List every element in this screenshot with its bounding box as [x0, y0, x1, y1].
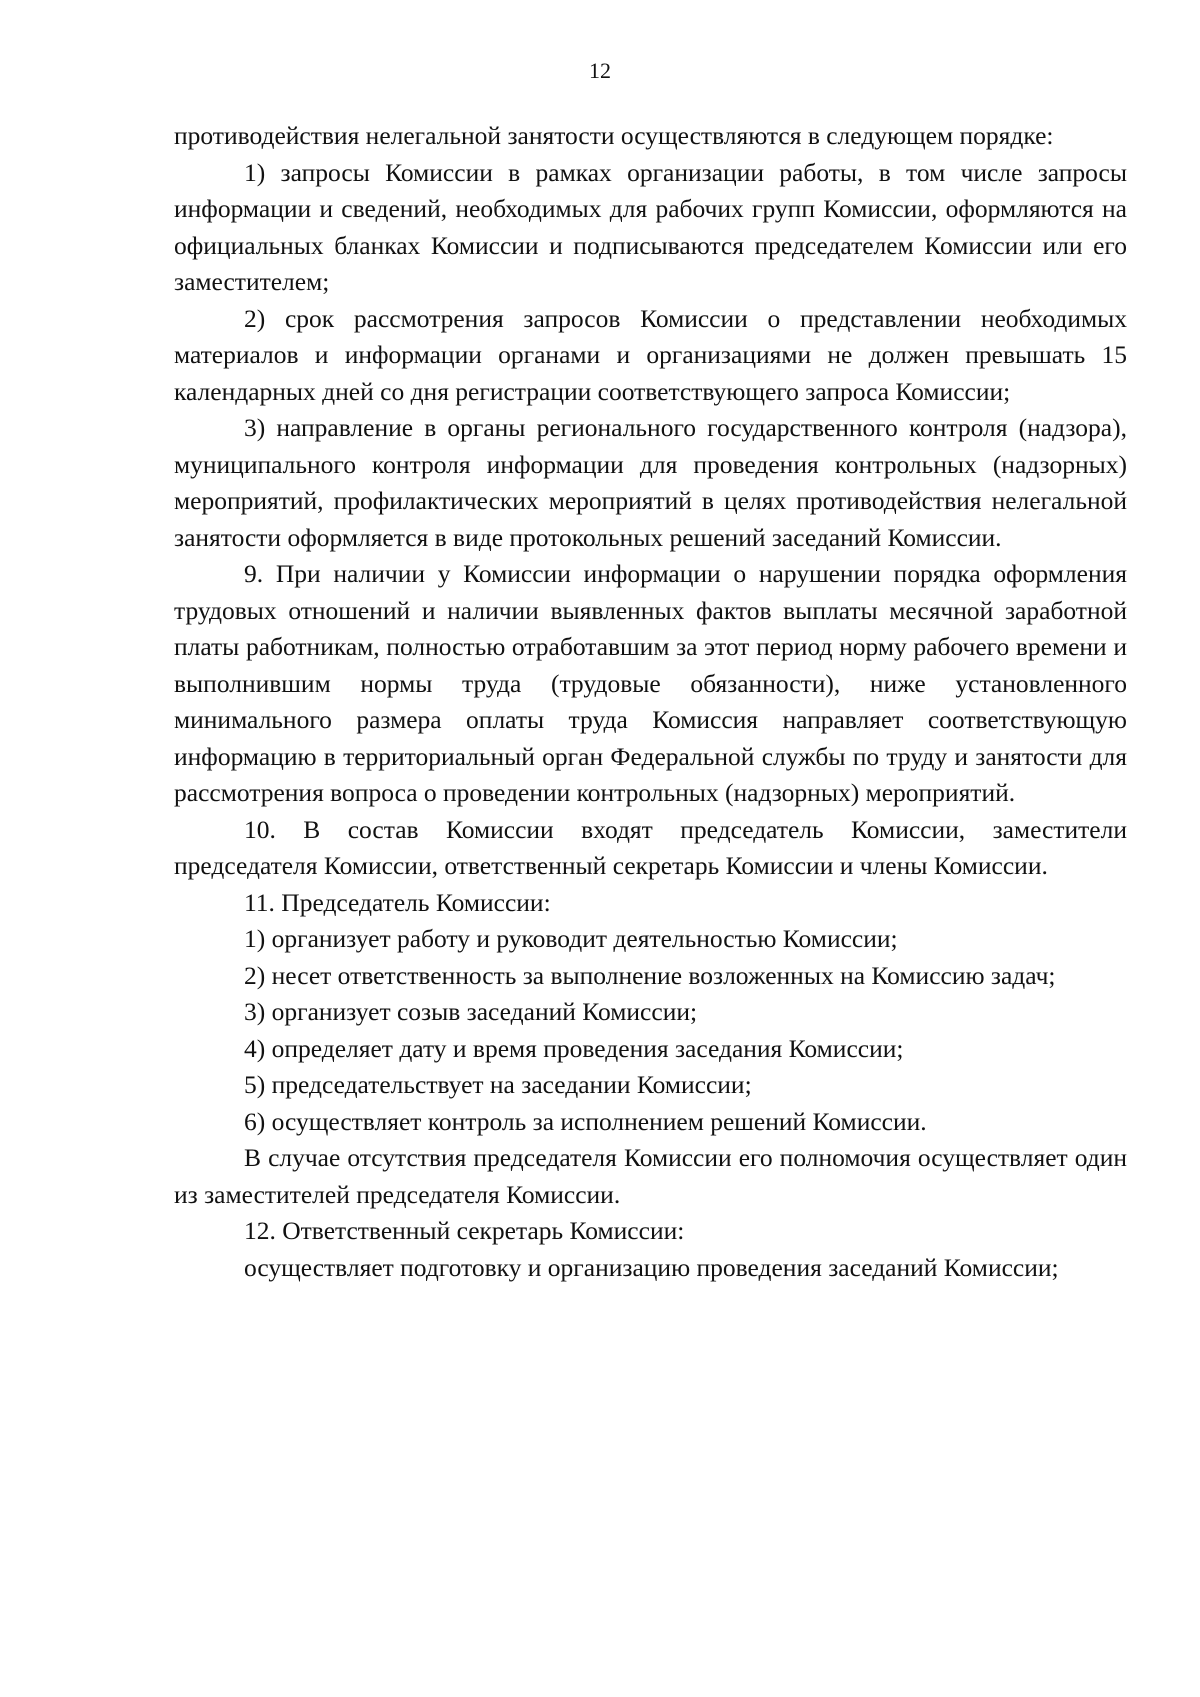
paragraph-item-1-requests: 1) запросы Комиссии в рамках организации работы, в том числе запросы информации и сведений, необходимых для рабочих групп Комиссии, оформляются на официальных бланках Комиссии и подписываются председателем Комиссии или его заместителем;: [174, 157, 1127, 296]
paragraph-item-2-deadline: 2) срок рассмотрения запросов Комиссии о представлении необходимых материалов и информации органами и организациями не должен превышать 15 календарных дней со дня регистрации соответствующего запроса Комиссии;: [174, 303, 1127, 406]
paragraph-clause-11-item-5: 5) председательствует на заседании Комиссии;: [244, 1070, 752, 1099]
paragraph-clause-10: 10. В состав Комиссии входят председатель Комиссии, заместители председателя Комиссии, ответственный секретарь Комиссии и члены Комиссии.: [174, 814, 1127, 880]
paragraph-item-3-inspections: 3) направление в органы регионального государственного контроля (надзора), муниципального контроля информации для проведения контрольных (надзорных) мероприятий, профилактических мероприятий в целях противодействия нелегальной занятости оформляется в виде протокольных решений заседаний Комиссии.: [174, 413, 1127, 552]
paragraph-clause-11-heading: 11. Председатель Комиссии:: [244, 887, 551, 917]
paragraph-clause-12-item: осуществляет подготовку и организацию проведения заседаний Комиссии;: [244, 1252, 1059, 1282]
paragraph-clause-11-item-2: 2) несет ответственность за выполнение возложенных на Комиссию задач;: [244, 960, 1056, 990]
paragraph-continuation: противодействия нелегальной занятости осуществляются в следующем порядке:: [174, 121, 1054, 150]
paragraph-chairman-absence: В случае отсутствия председателя Комиссии его полномочия осуществляет один из заместителей председателя Комиссии.: [174, 1143, 1127, 1209]
paragraph-clause-9: 9. При наличии у Комиссии информации о нарушении порядка оформления трудовых отношений и наличии выявленных фактов выплаты месячной заработной платы работникам, полностью отработавшим за этот период норму рабочего времени и выполнившим нормы труда (трудовые обязанности), ниже установленного минимального размера оплаты труда Комиссия направляет соответствующую информацию в территориальный орган Федеральной службы по труду и занятости для рассмотрения вопроса о проведении контрольных (надзорных) мероприятий.: [174, 559, 1127, 807]
paragraph-clause-11-item-4: 4) определяет дату и время проведения заседания Комиссии;: [244, 1033, 904, 1063]
paragraph-clause-12-heading: 12. Ответственный секретарь Комиссии:: [244, 1216, 685, 1245]
paragraph-clause-11-item-6: 6) осуществляет контроль за исполнением решений Комиссии.: [244, 1106, 927, 1136]
document-body: [174, 118, 1127, 1286]
paragraph-clause-11-item-3: 3) организует созыв заседаний Комиссии;: [244, 997, 698, 1026]
paragraph-clause-11-item-1: 1) организует работу и руководит деятельностью Комиссии;: [244, 924, 898, 953]
page-number: 12: [589, 58, 611, 83]
